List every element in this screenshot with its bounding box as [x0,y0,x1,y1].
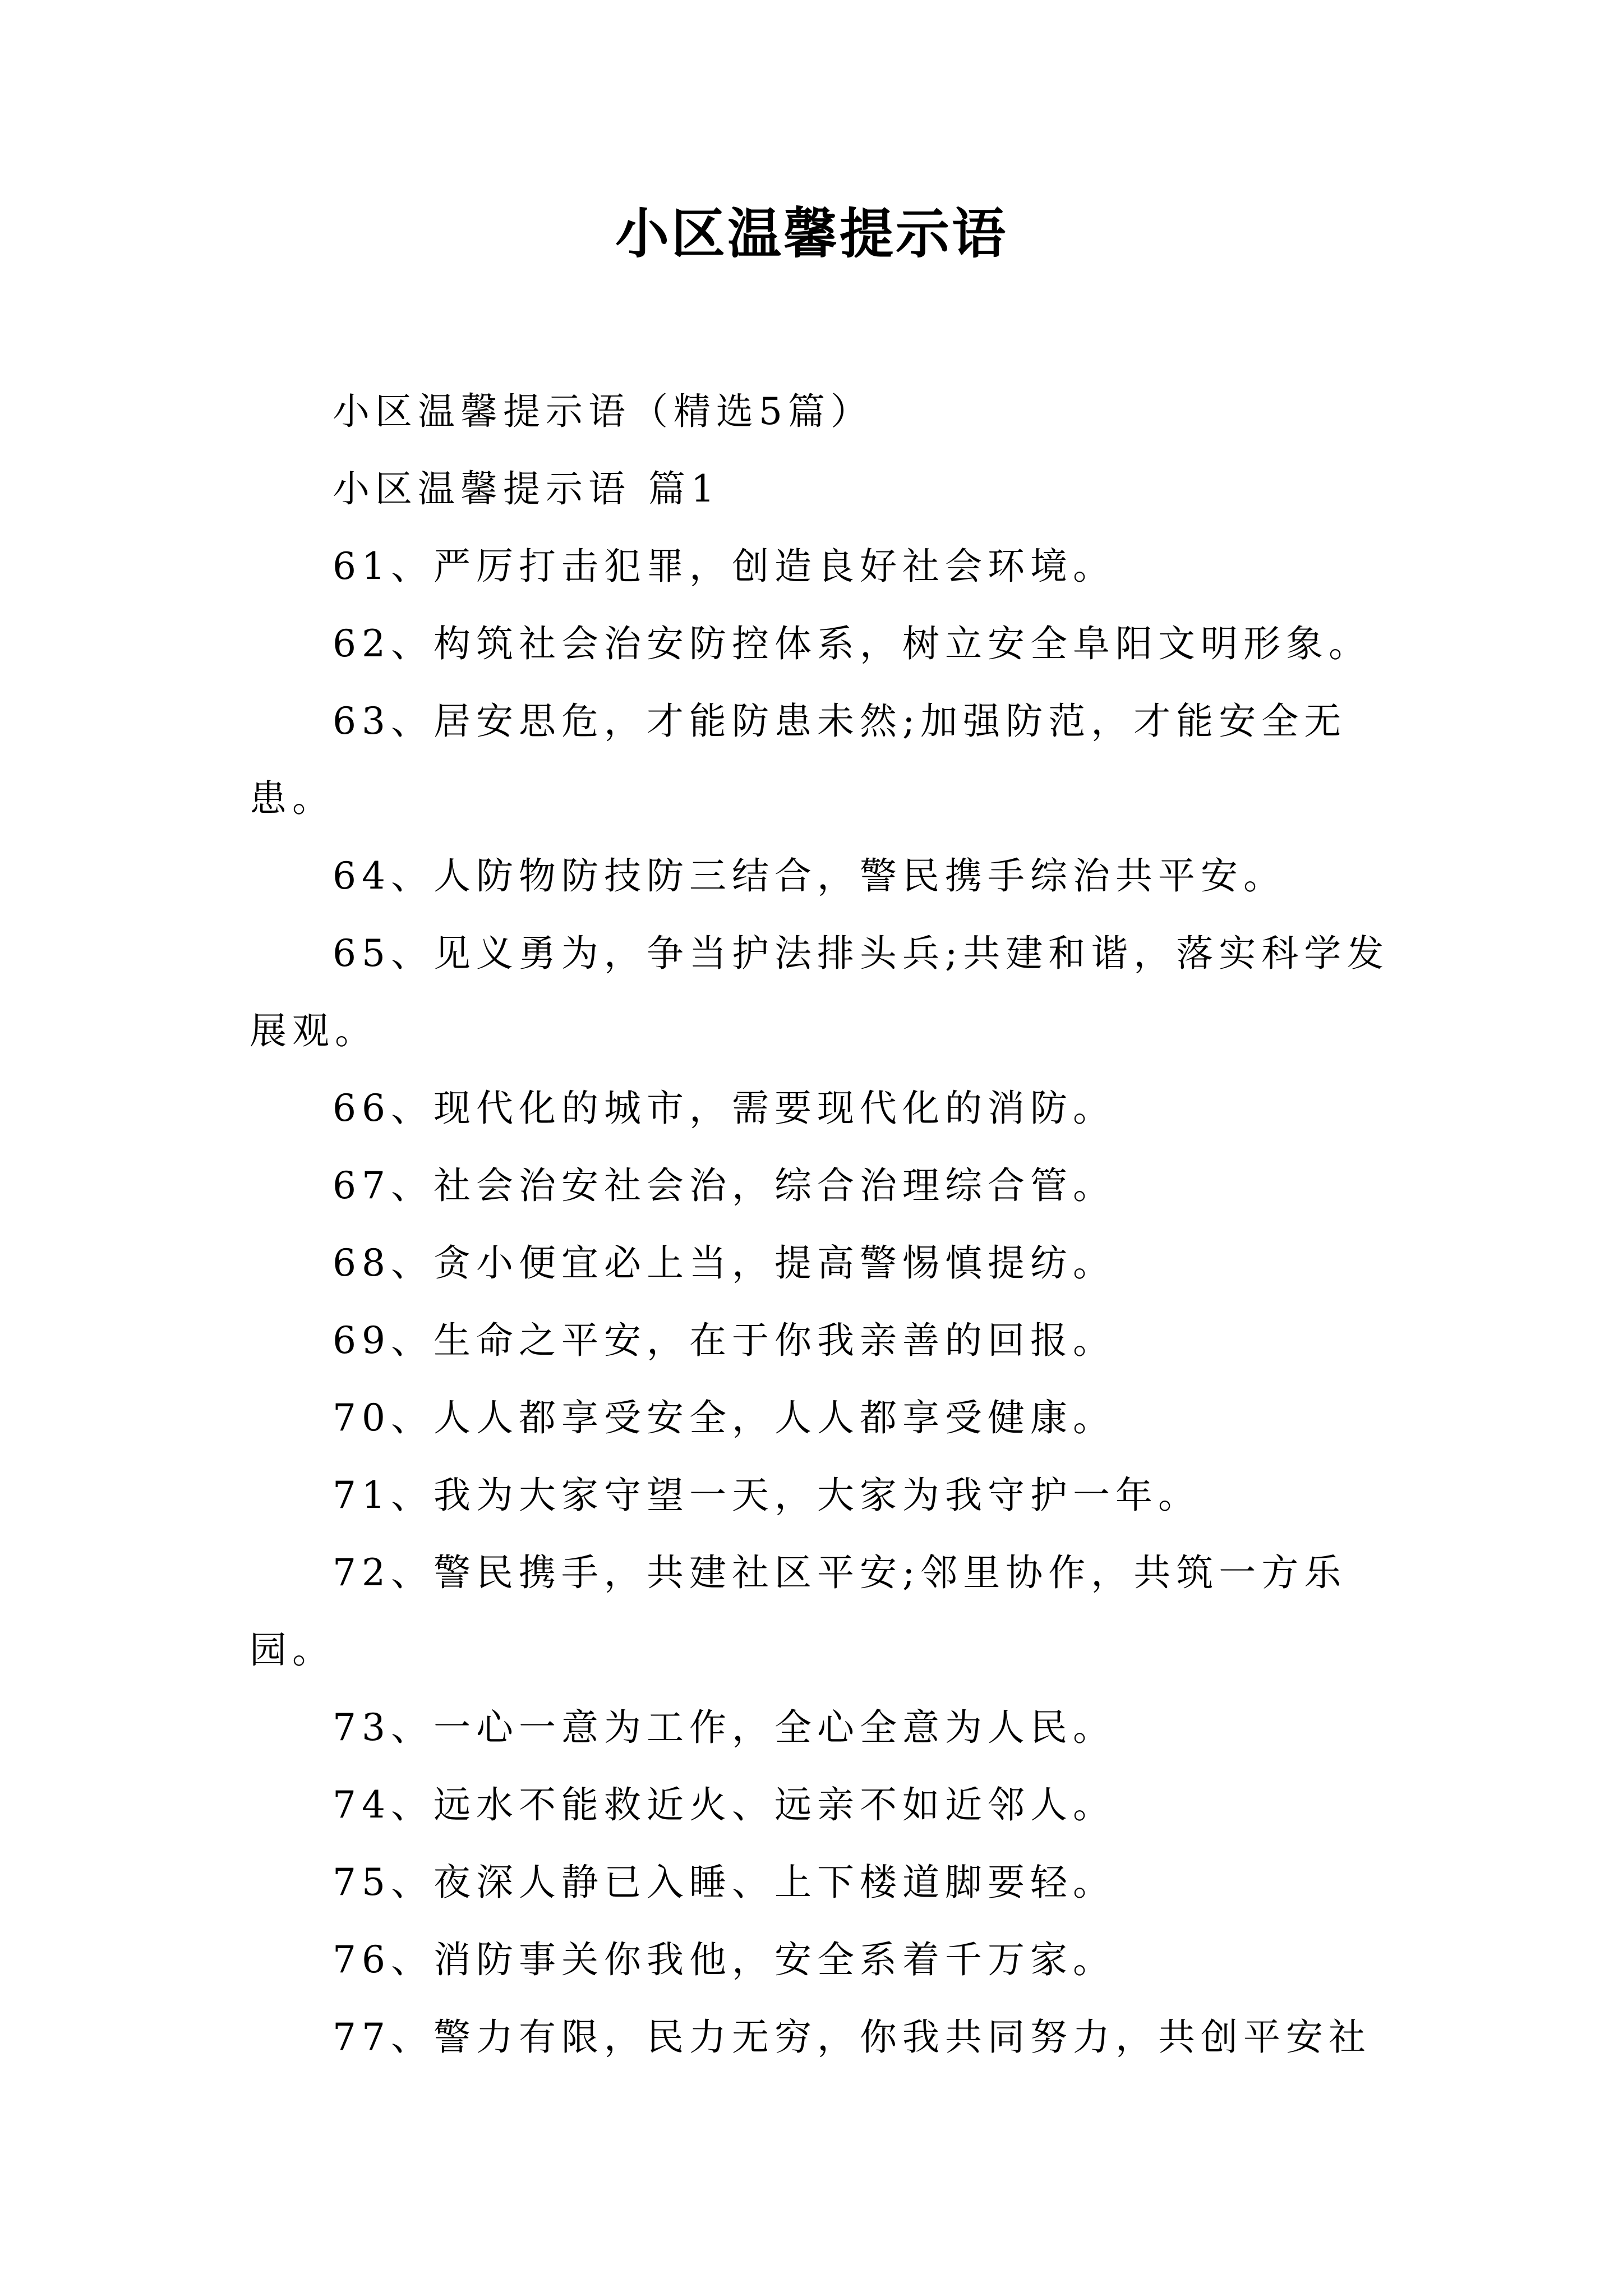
paragraph-item-71: 71、我为大家守望一天，大家为我守护一年。 [333,1474,1201,1517]
paragraph-item-73: 73、一心一意为工作，全心全意为人民。 [333,1706,1115,1749]
paragraph-item-75: 75、夜深人静已入睡、上下楼道脚要轻。 [333,1861,1115,1904]
paragraph-item-72: 72、警民携手，共建社区平安;邻里协作，共筑一方乐园。 [250,1551,1347,1672]
paragraph-item-67: 67、社会治安社会治，综合治理综合管。 [333,1164,1115,1207]
paragraph-item-74: 74、远水不能救近火、远亲不如近邻人。 [333,1783,1115,1826]
paragraph-item-62: 62、构筑社会治安防控体系，树立安全阜阳文明形象。 [333,622,1371,665]
paragraph-item-77: 77、警力有限，民力无穷，你我共同努力，共创平安社 [333,2016,1371,2059]
paragraph-item-69: 69、生命之平安，在于你我亲善的回报。 [333,1319,1115,1362]
paragraph-item-61: 61、严厉打击犯罪，创造良好社会环境。 [333,545,1115,588]
paragraph-subtitle: 小区温馨提示语（精选5篇） [333,390,873,433]
document-body [250,373,1394,2076]
paragraph-item-65: 65、见义勇为，争当护法排头兵;共建和谐，落实科学发展观。 [250,932,1390,1052]
paragraph-item-63: 63、居安思危，才能防患未然;加强防范，才能安全无患。 [250,700,1347,820]
paragraph-item-68: 68、贪小便宜必上当，提高警惕慎提纺。 [333,1241,1115,1285]
paragraph-item-70: 70、人人都享受安全，人人都享受健康。 [333,1396,1115,1439]
paragraph-item-64: 64、人防物防技防三结合，警民携手综治共平安。 [333,854,1286,898]
paragraph-section-heading: 小区温馨提示语 篇1 [333,467,720,510]
paragraph-item-76: 76、消防事关你我他，安全系着千万家。 [333,1938,1115,1981]
paragraph-item-66: 66、现代化的城市，需要现代化的消防。 [333,1087,1115,1130]
document-title: 小区温馨提示语 [615,202,1008,265]
